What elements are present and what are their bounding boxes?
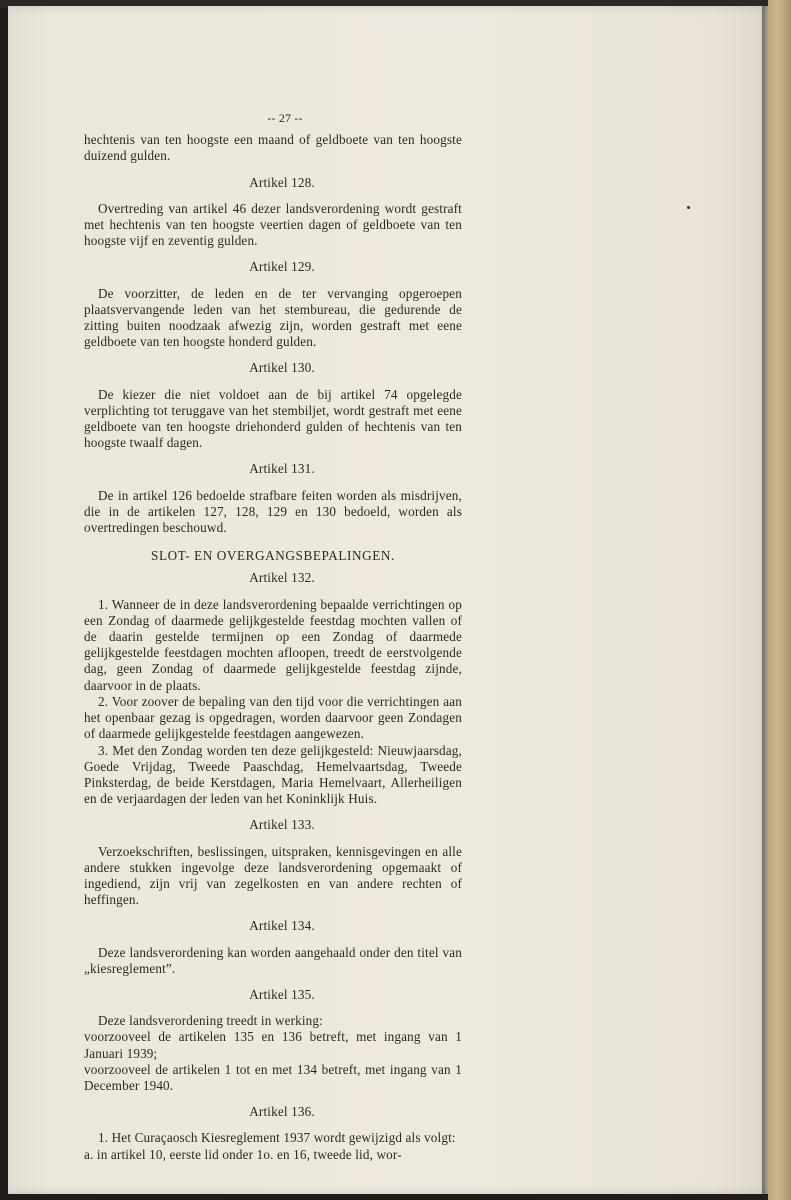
- article-131-text: De in artikel 126 bedoelde strafbare feiten worden als misdrijven, die in de artikelen 127, 128, 129 en 130 bedoeld, worden als overtredingen beschouwd.: [84, 487, 462, 536]
- article-128-text: Overtreding van artikel 46 dezer landsverordening wordt gestraft met hechtenis van ten hoogste veertien dagen of geldboete van ten hoogste vijf en zeventig gulden.: [84, 200, 462, 249]
- article-131-heading: Artikel 131.: [249, 461, 315, 477]
- article-129-text: De voorzitter, de leden en de ter vervanging opgeroepen plaatsvervangende leden van het stembureau, die gedurende de zitting buiten noodzaak afwezig zijn, worden gestraft met eene geldboete van ten hoogste honderd gulden.: [84, 285, 462, 350]
- article-136-clause-1: 1. Het Curaçaosch Kiesreglement 1937 wordt gewijzigd als volgt:: [98, 1130, 456, 1146]
- section-heading: SLOT- EN OVERGANGSBEPALINGEN.: [151, 548, 395, 564]
- article-130-heading: Artikel 130.: [249, 360, 315, 376]
- article-136-heading: Artikel 136.: [249, 1104, 315, 1120]
- article-134-text: Deze landsverordening kan worden aangehaald onder den titel van „kiesreglement”.: [84, 944, 462, 976]
- article-128-heading: Artikel 128.: [249, 174, 315, 190]
- article-135-heading: Artikel 135.: [249, 986, 315, 1002]
- article-129-heading: Artikel 129.: [249, 259, 315, 275]
- page-number: -- 27 --: [267, 111, 303, 125]
- article-135-item-2: voorzooveel de artikelen 1 tot en met 134 betreft, met ingang van 1 December 1940.: [84, 1061, 462, 1093]
- article-133-heading: Artikel 133.: [249, 817, 315, 833]
- article-132-clause-2: 2. Voor zoover de bepaling van den tijd voor die verrichtingen aan het openbaar gezag is opgedragen, worden daarvoor geen Zondagen of daarmede gelijkgestelde feestdagen aangewezen.: [84, 693, 462, 742]
- paragraph-continuation: hechtenis van ten hoogste een maand of geldboete van ten hoogste duizend gulden.: [84, 132, 462, 164]
- article-132-clause-1: 1. Wanneer de in deze landsverordening bepaalde verrichtingen op een Zondag of daarmede gelijkgestelde feestdag mochten vallen of de daarin gestelde termijnen op een Zondag of daarmede gelijkgestelde feestdagen mochten afloopen, treedt de eerstvolgende dag, geen Zondag of daarmede gelijkgestelde feestdag zijnde, daarvoor in de plaats.: [84, 596, 462, 693]
- article-135-intro: Deze landsverordening treedt in werking:: [98, 1013, 323, 1029]
- article-132-heading: Artikel 132.: [249, 570, 315, 586]
- article-132-clause-3: 3. Met den Zondag worden ten deze gelijkgesteld: Nieuwjaarsdag, Goede Vrijdag, Tweede Paaschdag, Hemelvaartsdag, Tweede Pinksterdag, de beide Kerstdagen, Maria Hemelvaart, Allerheiligen en de verjaardagen der leden van het Koninklijk Huis.: [84, 742, 462, 807]
- paper-speck: [687, 206, 690, 209]
- article-130-text: De kiezer die niet voldoet aan de bij artikel 74 opgelegde verplichting tot teruggave van het stembiljet, wordt gestraft met eene geldboete van ten hoogste driehonderd gulden of hechtenis van ten hoogste twaalf dagen.: [84, 386, 462, 451]
- article-136-item-a: a. in artikel 10, eerste lid onder 1o. en 16, tweede lid, wor-: [84, 1146, 402, 1162]
- book-binding: [768, 0, 791, 1200]
- page-text: [84, 110, 462, 1163]
- article-134-heading: Artikel 134.: [249, 918, 315, 934]
- article-135-item-1: voorzooveel de artikelen 135 en 136 betreft, met ingang van 1 Januari 1939;: [84, 1029, 462, 1061]
- article-133-text: Verzoekschriften, beslissingen, uitspraken, kennisgevingen en alle andere stukken ingevolge deze landsverordening opgemaakt of ingediend, zijn vrij van zegelkosten en van andere rechten of heffingen.: [84, 843, 462, 908]
